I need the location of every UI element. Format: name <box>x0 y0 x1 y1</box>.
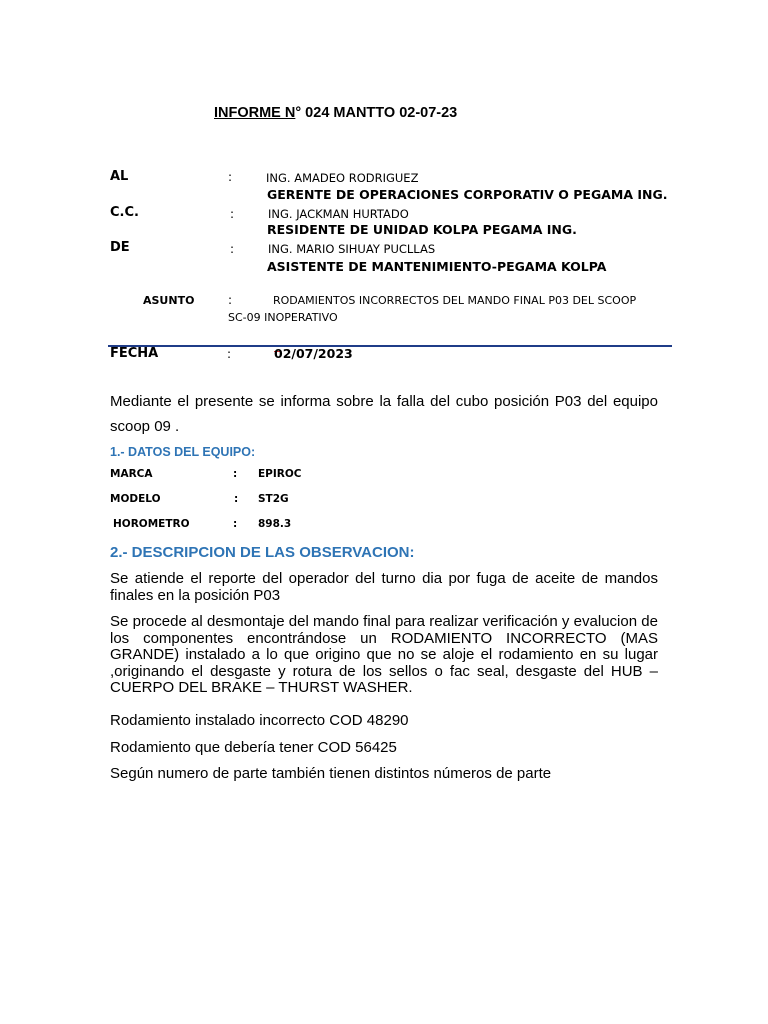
de-name: ING. MARIO SIHUAY PUCLLAS <box>268 242 436 256</box>
observation-paragraph-5: Según numero de parte también tienen distintos números de parte <box>110 765 552 782</box>
asunto-line-1: RODAMIENTOS INCORRECTOS DEL MANDO FINAL P03 DEL SCOOP <box>273 294 637 307</box>
marca-label: MARCA <box>110 468 153 480</box>
cc-label: C.C. <box>110 205 139 220</box>
cc-colon: : <box>230 207 235 221</box>
observation-paragraph-3: Rodamiento instalado incorrecto COD 48290 <box>110 712 409 729</box>
section1-heading: 1.- DATOS DEL EQUIPO: <box>110 445 256 459</box>
de-label: DE <box>110 240 130 255</box>
horometro-value: 898.3 <box>258 518 292 530</box>
section2-heading: 2.- DESCRIPCION DE LAS OBSERVACION: <box>110 544 415 561</box>
observation-paragraph-1: Se atiende el reporte del operador del turno dia por fuga de aceite de mandos finales en la posición P03 <box>110 570 658 604</box>
al-role: GERENTE DE OPERACIONES CORPORATIV O PEGAMA ING. <box>267 187 668 202</box>
intro-paragraph: Mediante el presente se informa sobre la falla del cubo posición P03 del equipo scoop 09 . <box>110 393 658 435</box>
modelo-value: ST2G <box>258 493 289 505</box>
fecha-label: FECHA <box>110 346 159 361</box>
report-title-underlined: INFORME N <box>214 105 296 121</box>
modelo-label: MODELO <box>110 493 161 505</box>
horometro-colon: : <box>233 518 238 530</box>
observation-paragraph-2: Se procede al desmontaje del mando final para realizar verificación y evalucion de los componentes encontrándose un RODAMIENTO INCORRECTO (MAS GRANDE) instalado a lo que origino que no se aloje el rodamiento en su lugar ,originando el desgaste y rotura de los sellos o fac seal, desgaste del HUB – CUERPO DEL BRAKE – THURST WASHER. <box>110 613 658 696</box>
report-title-rest: ° 024 MANTTO 02-07-23 <box>295 105 458 121</box>
fecha-value: 02/07/2023 <box>274 346 353 361</box>
al-label: AL <box>110 169 129 184</box>
marca-value: EPIROC <box>258 468 302 480</box>
modelo-colon: : <box>234 493 239 505</box>
report-title <box>214 105 457 121</box>
header-divider <box>108 345 672 347</box>
asunto-label: ASUNTO <box>143 294 195 307</box>
asunto-colon: : <box>228 293 233 307</box>
asunto-line-2: SC-09 INOPERATIVO <box>228 311 338 324</box>
observation-paragraph-4: Rodamiento que debería tener COD 56425 <box>110 739 397 756</box>
marca-colon: : <box>233 468 238 480</box>
fecha-colon: : <box>227 347 232 361</box>
al-colon: : <box>228 170 233 184</box>
cc-role: RESIDENTE DE UNIDAD KOLPA PEGAMA ING. <box>267 222 577 237</box>
al-name: ING. AMADEO RODRIGUEZ <box>266 171 419 185</box>
horometro-label: HOROMETRO <box>113 518 190 530</box>
de-colon: : <box>230 242 235 256</box>
de-role: ASISTENTE DE MANTENIMIENTO-PEGAMA KOLPA <box>267 259 607 274</box>
cc-name: ING. JACKMAN HURTADO <box>268 207 409 221</box>
